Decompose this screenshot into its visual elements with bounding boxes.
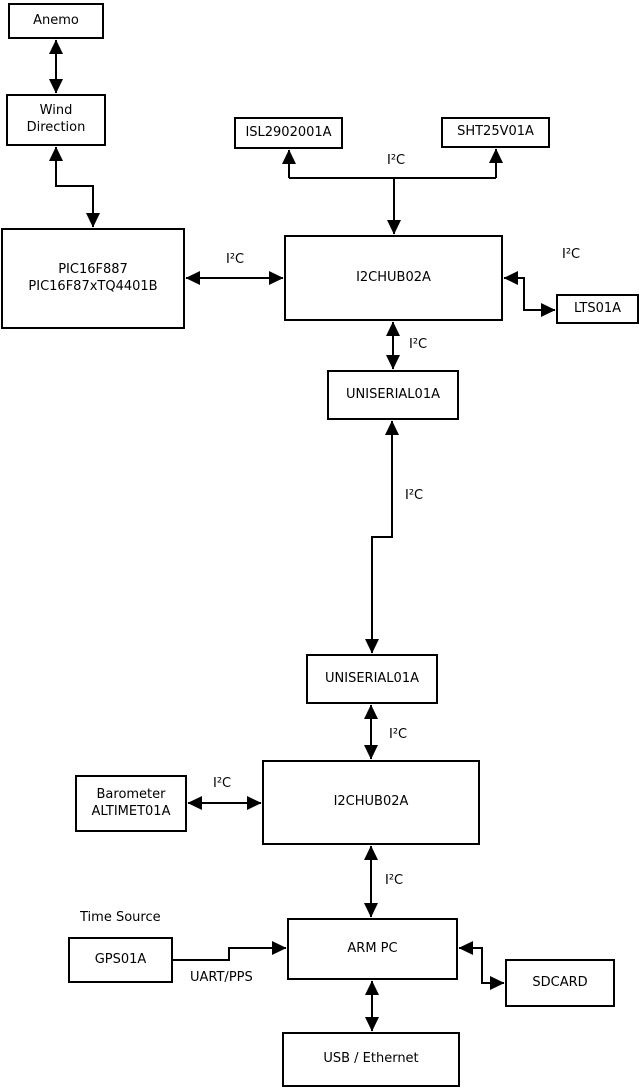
node-i2chub02a-bottom: [262, 760, 480, 845]
label-i2c-barometer: I²C: [213, 776, 232, 791]
label-i2c-hub2-armpc: I²C: [385, 873, 404, 888]
node-label: ALTIMET01A: [91, 803, 171, 819]
label-time-source: Time Source: [80, 910, 161, 925]
node-gps01a: [68, 937, 173, 983]
edge-wind-pic: [56, 147, 93, 227]
node-label: SDCARD: [532, 974, 588, 990]
label-uart-pps: UART/PPS: [190, 970, 253, 985]
node-label: ARM PC: [347, 940, 398, 956]
edge-uniserial1-uniserial2: [372, 421, 392, 653]
label-i2c-uniserial-hub2: I²C: [389, 727, 408, 742]
label-i2c-lts: I²C: [562, 247, 581, 262]
node-label: LTS01A: [573, 300, 622, 316]
node-label: PIC16F887: [58, 261, 128, 277]
node-label: UNISERIAL01A: [325, 670, 419, 686]
node-label: Barometer: [96, 786, 166, 802]
node-label: USB / Ethernet: [323, 1051, 419, 1067]
node-label: Direction: [26, 120, 86, 135]
node-label: UNISERIAL01A: [346, 386, 440, 402]
label-i2c-hub-uniserial: I²C: [409, 337, 428, 352]
node-lts01a: [556, 294, 639, 324]
edge-gps-armpc: [173, 948, 286, 960]
node-pic16f887: [1, 228, 185, 329]
node-usb-ethernet: [282, 1032, 460, 1087]
node-label: GPS01A: [94, 951, 147, 967]
node-label: SHT25V01A: [457, 124, 534, 140]
edge-hub1-lts: [504, 278, 555, 310]
node-uniserial01a-top: [327, 370, 459, 420]
node-label: Wind: [39, 103, 73, 119]
node-i2chub02a-top: [284, 235, 503, 321]
node-label: PIC16F87xTQ4401B: [28, 278, 158, 294]
label-i2c-sensor-bus: I²C: [387, 153, 406, 168]
node-label: I2CHUB02A: [333, 794, 409, 810]
node-uniserial01a-bottom: [306, 654, 438, 704]
node-sdcard: [505, 959, 615, 1007]
edge-armpc-sdcard: [459, 948, 504, 983]
label-i2c-pic-hub: I²C: [226, 252, 245, 267]
node-arm-pc: [287, 918, 458, 980]
node-barometer-altimet01a: [75, 775, 187, 832]
node-label: I2CHUB02A: [356, 269, 431, 285]
node-anemo: [8, 3, 104, 39]
node-wind-direction: [6, 94, 106, 146]
node-sht25v01a: [441, 117, 550, 148]
node-isl2902001a: [234, 117, 343, 149]
node-label: Anemo: [33, 12, 79, 28]
node-label: ISL2902001A: [245, 124, 332, 140]
label-i2c-uniserial-link: I²C: [405, 488, 424, 503]
